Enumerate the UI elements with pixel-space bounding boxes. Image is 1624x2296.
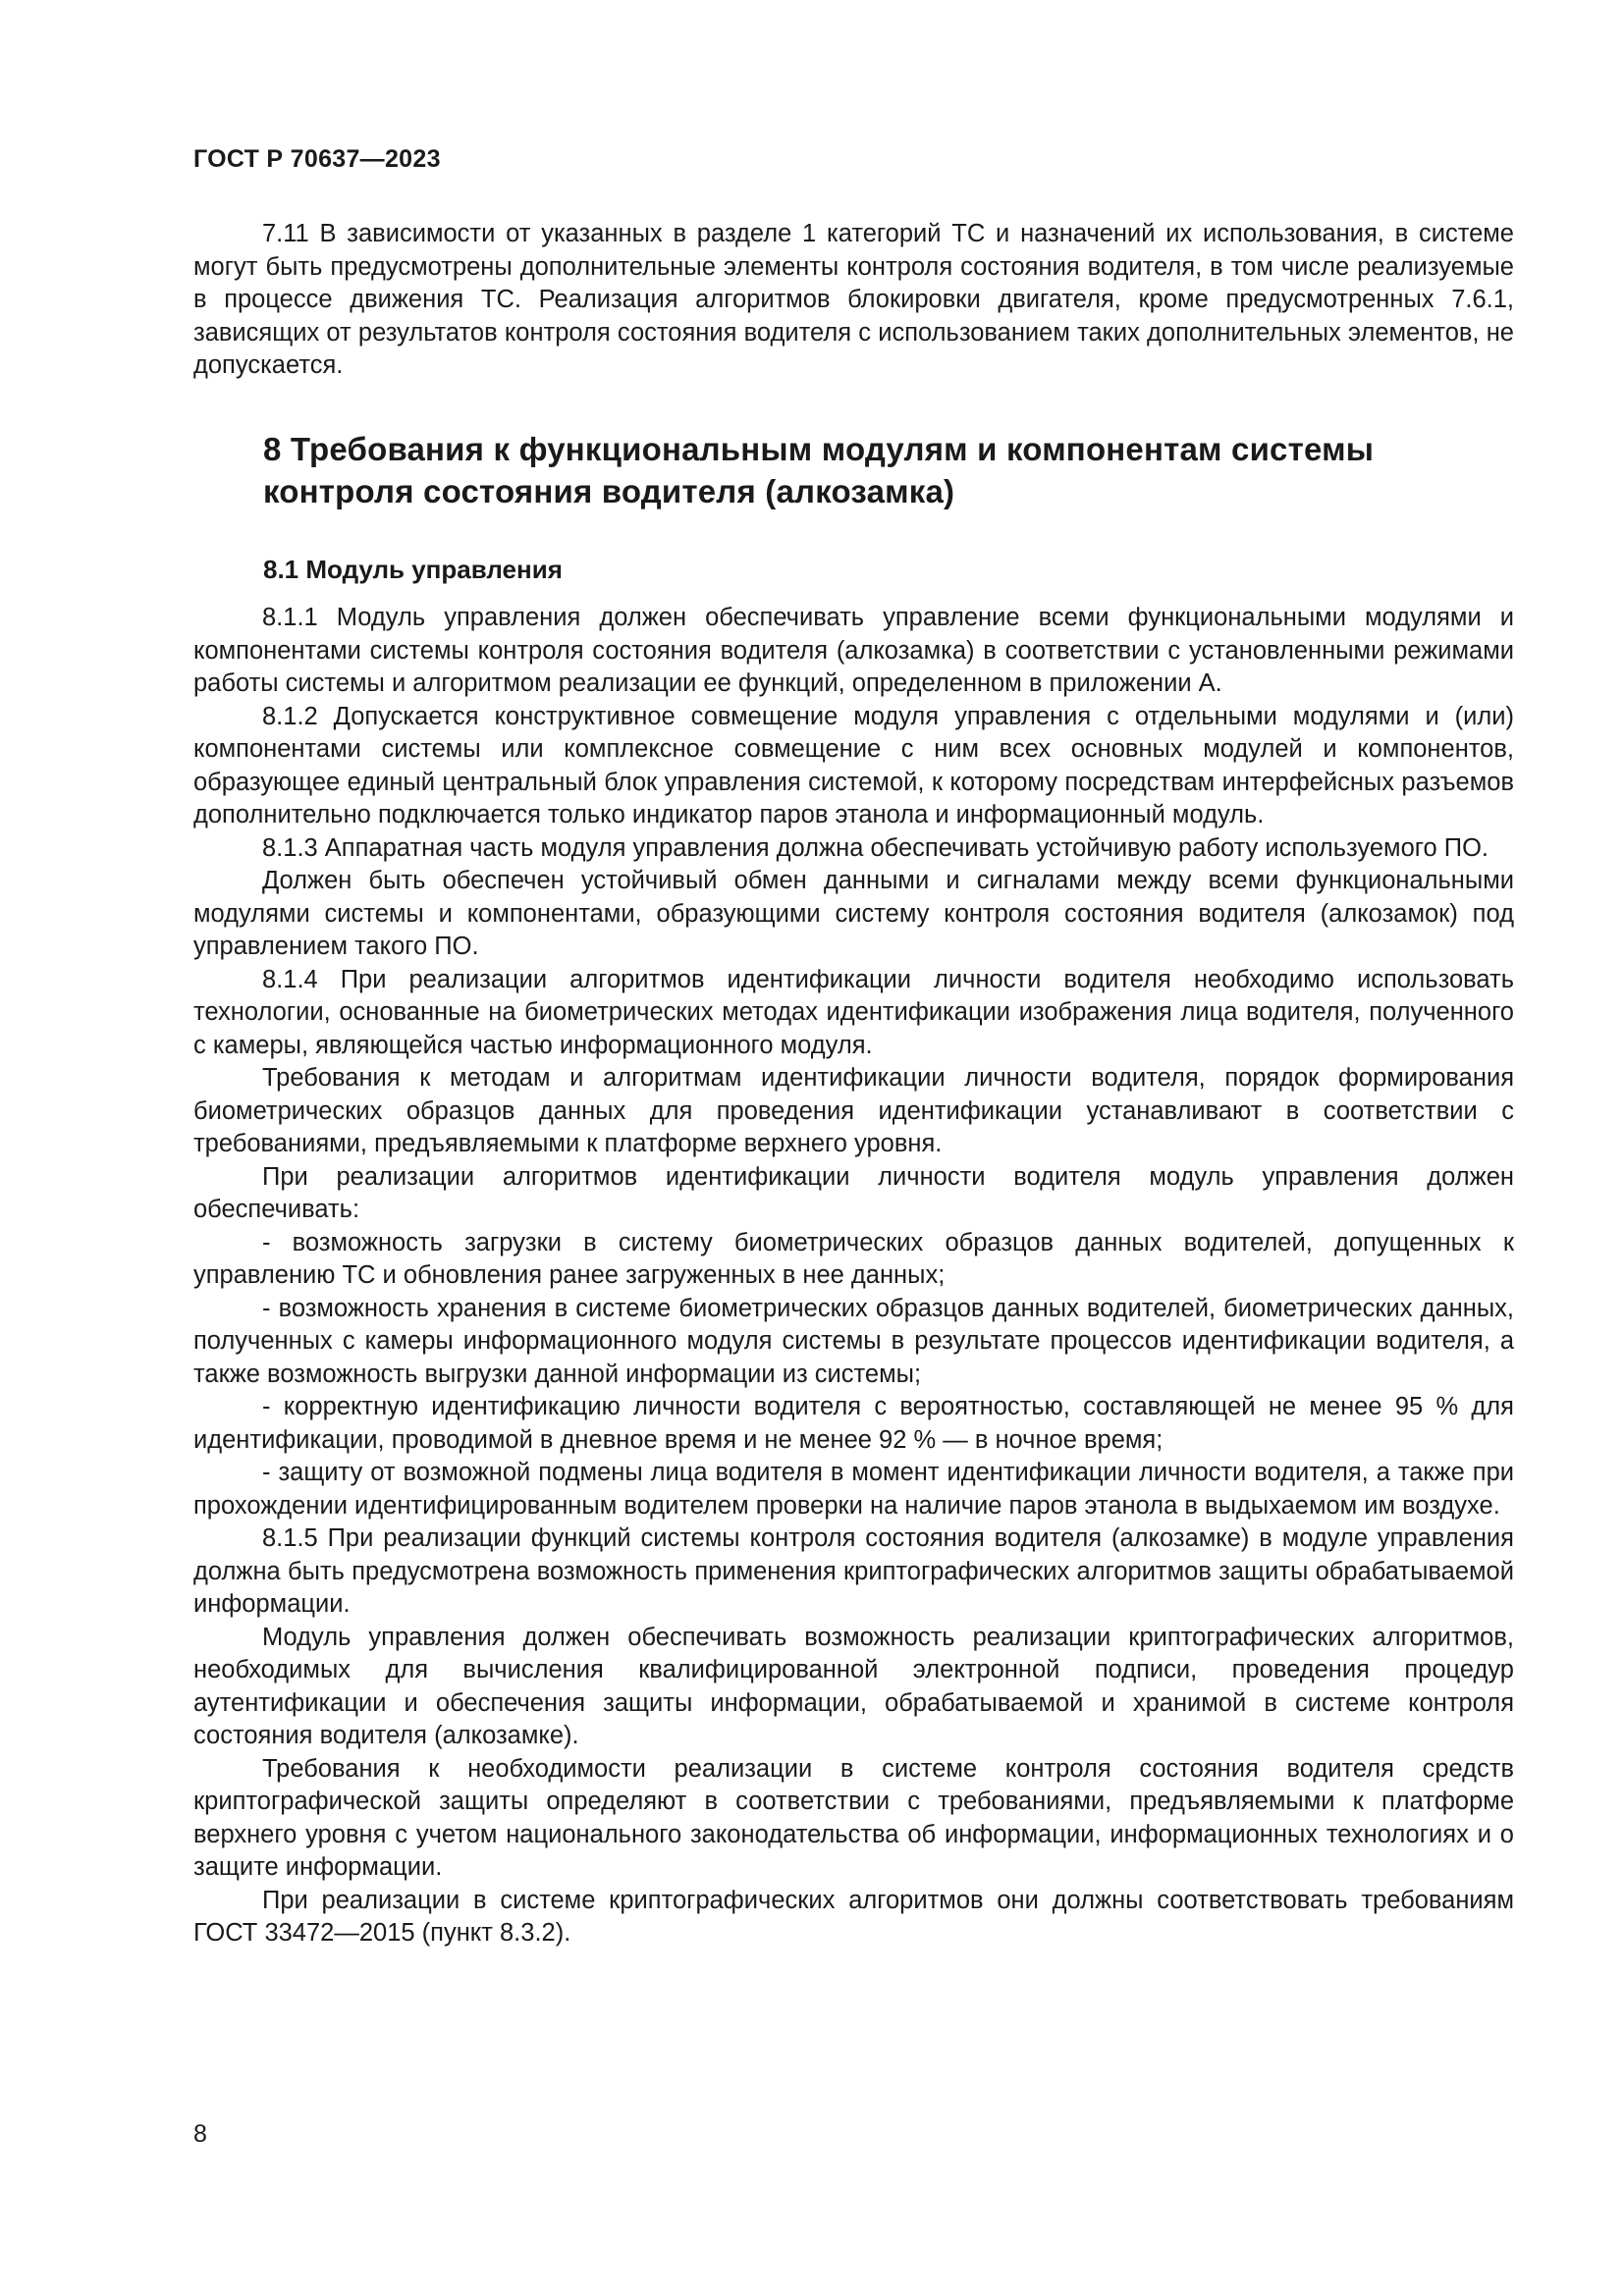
paragraph-7-11: 7.11 В зависимости от указанных в разделе 1 категорий ТС и назначений их использования, в системе могут быть предусмотрены дополнительные элементы контроля состояния водителя, в том числе реализуемые в процессе движения ТС. Реализация алгоритмов блокировки двигателя, кроме предусмотренных 7.6.1, зависящих от результатов контроля состояния водителя с использованием таких дополнительных элементов, не допускается.: [193, 220, 1514, 379]
intro-block: [193, 218, 1514, 383]
paragraph-gost-compliance: При реализации в системе криптографических алгоритмов они должны соответствовать требованиям ГОСТ 33472—2015 (пункт 8.3.2).: [193, 1886, 1514, 1947]
document-header-code: ГОСТ Р 70637—2023: [193, 145, 441, 173]
section-8-1-body: [193, 602, 1514, 1950]
list-item-spoofing-protection: - защиту от возможной подмены лица водителя в момент идентификации личности водителя, а также при прохождении идентифицированным водителем проверки на наличие паров этанола в выдыхаемом им воздухе.: [193, 1459, 1514, 1520]
list-item-biometric-upload: - возможность загрузки в систему биометрических образцов данных водителей, допущенных к управлению ТС и обновления ранее загруженных в нее данных;: [193, 1228, 1514, 1289]
page-number: 8: [193, 2120, 207, 2148]
paragraph-data-exchange: Должен быть обеспечен устойчивый обмен данными и сигналами между всеми функциональными модулями системы и компонентами, образующими систему контроля состояния водителя (алкозамок) под управлением такого ПО.: [193, 867, 1514, 960]
paragraph-identification-requirements: Требования к методам и алгоритмам идентификации личности водителя, порядок формирования биометрических образцов данных для проведения идентификации устанавливают в соответствии с требованиями, предъявляемыми к платформе верхнего уровня.: [193, 1064, 1514, 1157]
paragraph-crypto-requirements: Требования к необходимости реализации в системе контроля состояния водителя средств криптографической защиты определяют в соответствии с требованиями, предъявляемыми к платформе верхнего уровня с учетом национального законодательства об информации, информационных технологиях и о защите информации.: [193, 1754, 1514, 1881]
paragraph-control-module-provides: При реализации алгоритмов идентификации личности водителя модуль управления должен обеспечивать:: [193, 1162, 1514, 1223]
paragraph-8-1-5: 8.1.5 При реализации функций системы контроля состояния водителя (алкозамке) в модуле управления должна быть предусмотрена возможность применения криптографических алгоритмов защиты обрабатываемой информации.: [193, 1524, 1514, 1618]
list-item-biometric-storage: - возможность хранения в системе биометрических образцов данных водителей, биометрических данных, полученных с камеры информационного модуля системы в результате процессов идентификации водителя, а также возможность выгрузки данной информации из системы;: [193, 1294, 1514, 1388]
list-item-identification-accuracy: - корректную идентификацию личности водителя с вероятностью, составляющей не менее 95 % для идентификации, проводимой в дневное время и не менее 92 % — в ночное время;: [193, 1393, 1514, 1454]
paragraph-crypto-algorithms: Модуль управления должен обеспечивать возможность реализации криптографических алгоритмов, необходимых для вычисления квалифицированной электронной подписи, проведения процедур аутентификации и обеспечения защиты информации, обрабатываемой и хранимой в системе контроля состояния водителя (алкозамке).: [193, 1623, 1514, 1749]
section-8-title: 8 Требования к функциональным модулям и компонентам системы контроля состояния водителя (алкозамка): [263, 431, 1375, 509]
paragraph-8-1-2: 8.1.2 Допускается конструктивное совмещение модуля управления с отдельными модулями и (или) компонентами системы или комплексное совмещение с ним всех основных модулей и компонентов, образующее единый центральный блок управления системой, к которому посредствам интерфейсных разъемов дополнительно подключается только индикатор паров этанола и информационный модуль.: [193, 702, 1514, 828]
paragraph-8-1-4: 8.1.4 При реализации алгоритмов идентификации личности водителя необходимо использовать технологии, основанные на биометрических методах идентификации изображения лица водителя, полученного с камеры, являющейся частью информационного модуля.: [193, 965, 1514, 1059]
paragraph-8-1-3: 8.1.3 Аппаратная часть модуля управления должна обеспечивать устойчивую работу используемого ПО.: [262, 833, 1489, 862]
paragraph-8-1-1: 8.1.1 Модуль управления должен обеспечивать управление всеми функциональными модулями и компонентами системы контроля состояния водителя (алкозамка) в соответствии с установленными режимами работы системы и алгоритмом реализации ее функций, определенном в приложении А.: [193, 604, 1514, 697]
subsection-8-1-title: 8.1 Модуль управления: [263, 555, 563, 584]
